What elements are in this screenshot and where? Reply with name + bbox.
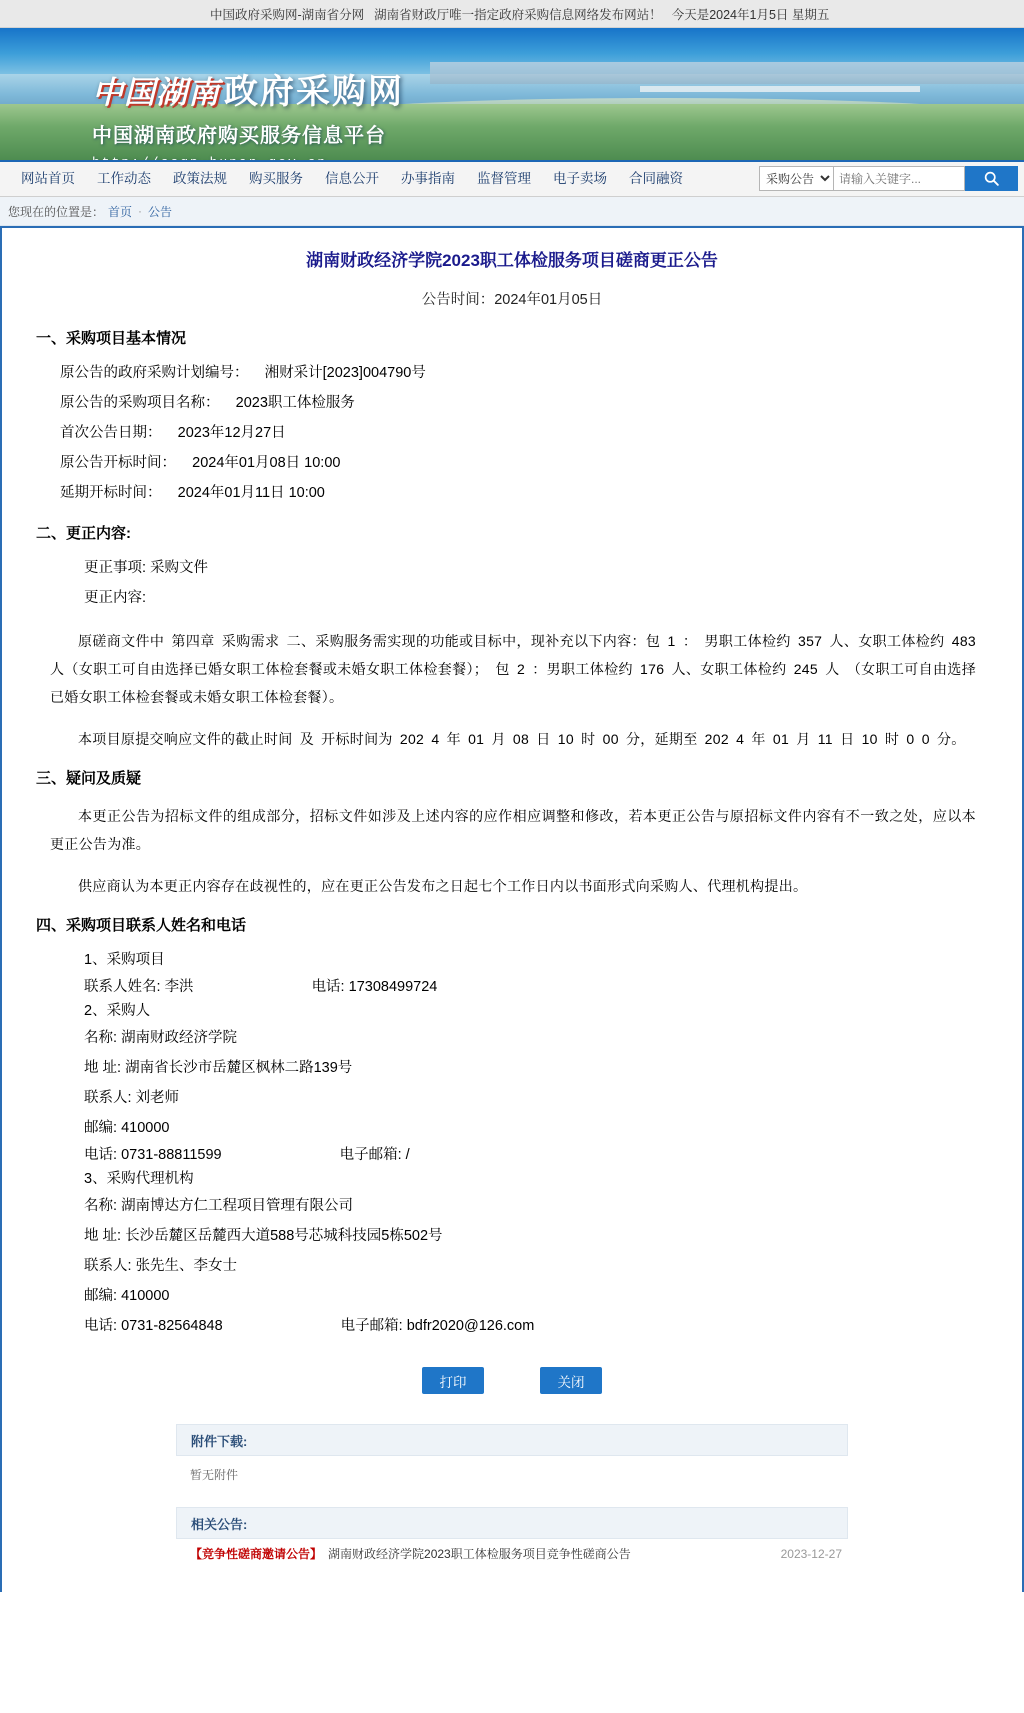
attachments-heading: 附件下载: bbox=[176, 1424, 848, 1456]
search-icon bbox=[983, 170, 1000, 187]
purchaser-contact-value: 刘老师 bbox=[135, 1090, 180, 1106]
purchaser-address-value: 湖南省长沙市岳麓区枫林二路139号 bbox=[125, 1060, 353, 1076]
breadcrumb-prefix: 您现在的位置是： bbox=[8, 204, 105, 219]
agency-tel-label: 电话: bbox=[84, 1318, 118, 1334]
publish-date: 公告时间：2024年01月05日 bbox=[421, 292, 603, 308]
delayed-open-time-value: 2024年01月11日 10:00 bbox=[177, 485, 325, 501]
agency-email-label: 电子邮箱: bbox=[340, 1318, 403, 1334]
original-open-time-value: 2024年01月08日 10:00 bbox=[192, 455, 341, 471]
attachments-panel bbox=[176, 1424, 848, 1493]
contact1-name-value: 李洪 bbox=[164, 979, 194, 995]
logo-red-text: 中国湖南 bbox=[92, 75, 220, 111]
platform-name: 中国湖南政府购买服务信息平台 bbox=[92, 125, 386, 147]
site-name: 中国政府采购网-湖南省分网 bbox=[210, 7, 365, 22]
delayed-open-time-label: 延期开标时间： bbox=[60, 485, 162, 501]
agency-address-value: 长沙岳麓区岳麓西大道588号芯城科技园5栋502号 bbox=[125, 1228, 443, 1244]
purchaser-tel-value: 0731-88811599 bbox=[121, 1147, 222, 1163]
nav-item-work-news[interactable]: 工作动态 bbox=[97, 171, 151, 186]
search-category-select[interactable] bbox=[759, 166, 834, 191]
change-paragraph-1: 原磋商文件中 第四章 采购需求 二、采购服务需实现的功能或目标中，现补充以下内容：包 1 ： 男职工体检约 357 人、女职工体检约 483 人（女职工可自由选择已婚女职工体检套餐或未婚女职工体检套餐）； 包 2 ：男职工体检约 176 人、女职工体检约 245 人 （女职工可自由选择已婚女职工体检套餐或未婚女职工体检套餐）。 bbox=[50, 633, 976, 705]
contact1-tel-label: 电话: bbox=[311, 979, 345, 995]
basic-info-row bbox=[60, 448, 996, 478]
agency-name-value: 湖南博达方仁工程项目管理有限公司 bbox=[121, 1198, 354, 1214]
nav-item-disclosure[interactable]: 信息公开 bbox=[325, 171, 379, 186]
breadcrumb bbox=[0, 197, 1024, 226]
section-heading-1: 一、采购项目基本情况 bbox=[36, 330, 187, 347]
agency-contact-value: 张先生、李女士 bbox=[135, 1258, 238, 1274]
basic-info-row bbox=[60, 418, 996, 448]
nav-item-contract-finance[interactable]: 合同融资 bbox=[629, 171, 683, 186]
contact-group-2-heading: 2、采购人 bbox=[84, 1003, 151, 1019]
purchaser-contact-label: 联系人: bbox=[84, 1090, 132, 1106]
breadcrumb-separator: · bbox=[138, 204, 143, 218]
purchaser-zip-row bbox=[84, 1113, 996, 1143]
site-logo[interactable] bbox=[92, 64, 404, 170]
top-info-bar bbox=[0, 0, 1024, 28]
page-title: 湖南财政经济学院2023职工体检服务项目磋商更正公告 bbox=[306, 251, 718, 270]
main-nav bbox=[0, 160, 1024, 197]
contact-person-row bbox=[84, 975, 996, 999]
purchaser-address-row bbox=[84, 1053, 996, 1083]
agency-zip-row bbox=[84, 1281, 996, 1311]
agency-name-row bbox=[84, 1191, 996, 1221]
contact1-name-label: 联系人姓名: bbox=[84, 979, 161, 995]
print-button[interactable]: 打印 bbox=[422, 1367, 484, 1394]
purchaser-tel-label: 电话: bbox=[84, 1147, 118, 1163]
announcement-document bbox=[2, 228, 1022, 1568]
section-heading-4: 四、采购项目联系人姓名和电话 bbox=[36, 917, 247, 934]
site-banner bbox=[0, 28, 1024, 160]
agency-zip-label: 邮编: bbox=[84, 1288, 118, 1304]
original-open-time-label: 原公告开标时间： bbox=[60, 455, 176, 471]
basic-info-row bbox=[60, 358, 996, 388]
change-item: 更正事项: 采购文件 bbox=[84, 560, 209, 576]
related-panel bbox=[176, 1507, 848, 1568]
nav-item-guide[interactable]: 办事指南 bbox=[401, 171, 455, 186]
agency-email-value: bdfr2020@126.com bbox=[406, 1318, 535, 1334]
attachments-empty-text: 暂无附件 bbox=[190, 1468, 239, 1482]
contact-group-3-heading: 3、采购代理机构 bbox=[84, 1171, 194, 1187]
purchaser-name-row bbox=[84, 1023, 996, 1053]
close-button[interactable]: 关闭 bbox=[540, 1367, 602, 1394]
project-name-value: 2023职工体检服务 bbox=[235, 395, 355, 411]
question-paragraph-2: 供应商认为本更正内容存在歧视性的，应在更正公告发布之日起七个工作日内以书面形式向采购人、代理机构提出。 bbox=[78, 878, 808, 894]
nav-item-policy[interactable]: 政策法规 bbox=[173, 171, 227, 186]
purchaser-zip-label: 邮编: bbox=[84, 1120, 118, 1136]
logo-white-text: 政府采购网 bbox=[224, 72, 404, 112]
agency-contact-label: 联系人: bbox=[84, 1258, 132, 1274]
purchaser-tel-row bbox=[84, 1143, 996, 1167]
content-panel bbox=[0, 226, 1024, 1592]
agency-name-label: 名称: bbox=[84, 1198, 118, 1214]
nav-item-e-mall[interactable]: 电子卖场 bbox=[553, 171, 607, 186]
site-subtitle: 湖南省财政厅唯一指定政府采购信息网络发布网站！ bbox=[374, 7, 662, 22]
question-paragraph-1: 本更正公告为招标文件的组成部分，招标文件如涉及上述内容的应作相应调整和修改，若本更正公告与原招标文件内容有不一致之处，应以本更正公告为准。 bbox=[50, 808, 976, 852]
today-date: 今天是2024年1月5日 星期五 bbox=[671, 7, 830, 22]
basic-info-row bbox=[60, 478, 996, 508]
list-item[interactable] bbox=[176, 1539, 848, 1568]
purchaser-email-value: / bbox=[405, 1147, 410, 1163]
purchaser-name-label: 名称: bbox=[84, 1030, 118, 1046]
breadcrumb-item-announcement[interactable]: 公告 bbox=[148, 204, 173, 219]
nav-item-purchase-service[interactable]: 购买服务 bbox=[249, 171, 303, 186]
purchaser-contact-row bbox=[84, 1083, 996, 1113]
agency-address-row bbox=[84, 1221, 996, 1251]
plan-number-value: 湘财采计[2023]004790号 bbox=[264, 365, 426, 381]
agency-tel-value: 0731-82564848 bbox=[121, 1318, 223, 1334]
purchaser-name-value: 湖南财政经济学院 bbox=[121, 1030, 238, 1046]
nav-item-home[interactable]: 网站首页 bbox=[21, 171, 75, 186]
related-heading: 相关公告: bbox=[176, 1507, 848, 1539]
change-paragraph-2: 本项目原提交响应文件的截止时间 及 开标时间为 202 4 年 01 月 08 日 10 时 00 分，延期至 202 4 年 01 月 11 日 10 时 0 0 分。 bbox=[78, 731, 966, 747]
agency-tel-row bbox=[84, 1311, 996, 1341]
nav-item-supervision[interactable]: 监督管理 bbox=[477, 171, 531, 186]
section-heading-3: 三、疑问及质疑 bbox=[36, 770, 142, 787]
first-notice-date-label: 首次公告日期： bbox=[60, 425, 162, 441]
related-title[interactable]: 湖南财政经济学院2023职工体检服务项目竞争性磋商公告 bbox=[328, 1547, 631, 1561]
agency-contact-row bbox=[84, 1251, 996, 1281]
purchaser-zip-value: 410000 bbox=[121, 1120, 170, 1136]
purchaser-address-label: 地 址: bbox=[84, 1060, 122, 1076]
plan-number-label: 原公告的政府采购计划编号： bbox=[60, 365, 249, 381]
related-date: 2023-12-27 bbox=[780, 1546, 842, 1561]
related-tag: 【竞争性磋商邀请公告】 bbox=[190, 1547, 323, 1561]
agency-address-label: 地 址: bbox=[84, 1228, 122, 1244]
contact1-tel-value: 17308499724 bbox=[348, 979, 438, 995]
breadcrumb-item-home[interactable]: 首页 bbox=[108, 204, 133, 219]
nav-search-area bbox=[759, 165, 1018, 192]
nav-item-list bbox=[0, 162, 694, 196]
contact-group-1-heading: 1、采购项目 bbox=[84, 952, 165, 968]
search-input[interactable] bbox=[834, 166, 965, 191]
project-name-label: 原公告的采购项目名称： bbox=[60, 395, 220, 411]
section-heading-2: 二、更正内容: bbox=[36, 525, 131, 542]
action-buttons bbox=[28, 1367, 996, 1394]
first-notice-date-value: 2023年12月27日 bbox=[177, 425, 286, 441]
agency-zip-value: 410000 bbox=[121, 1288, 170, 1304]
purchaser-email-label: 电子邮箱: bbox=[339, 1147, 402, 1163]
change-content-label: 更正内容: bbox=[84, 590, 147, 606]
search-button[interactable] bbox=[965, 166, 1018, 191]
basic-info-row bbox=[60, 388, 996, 418]
